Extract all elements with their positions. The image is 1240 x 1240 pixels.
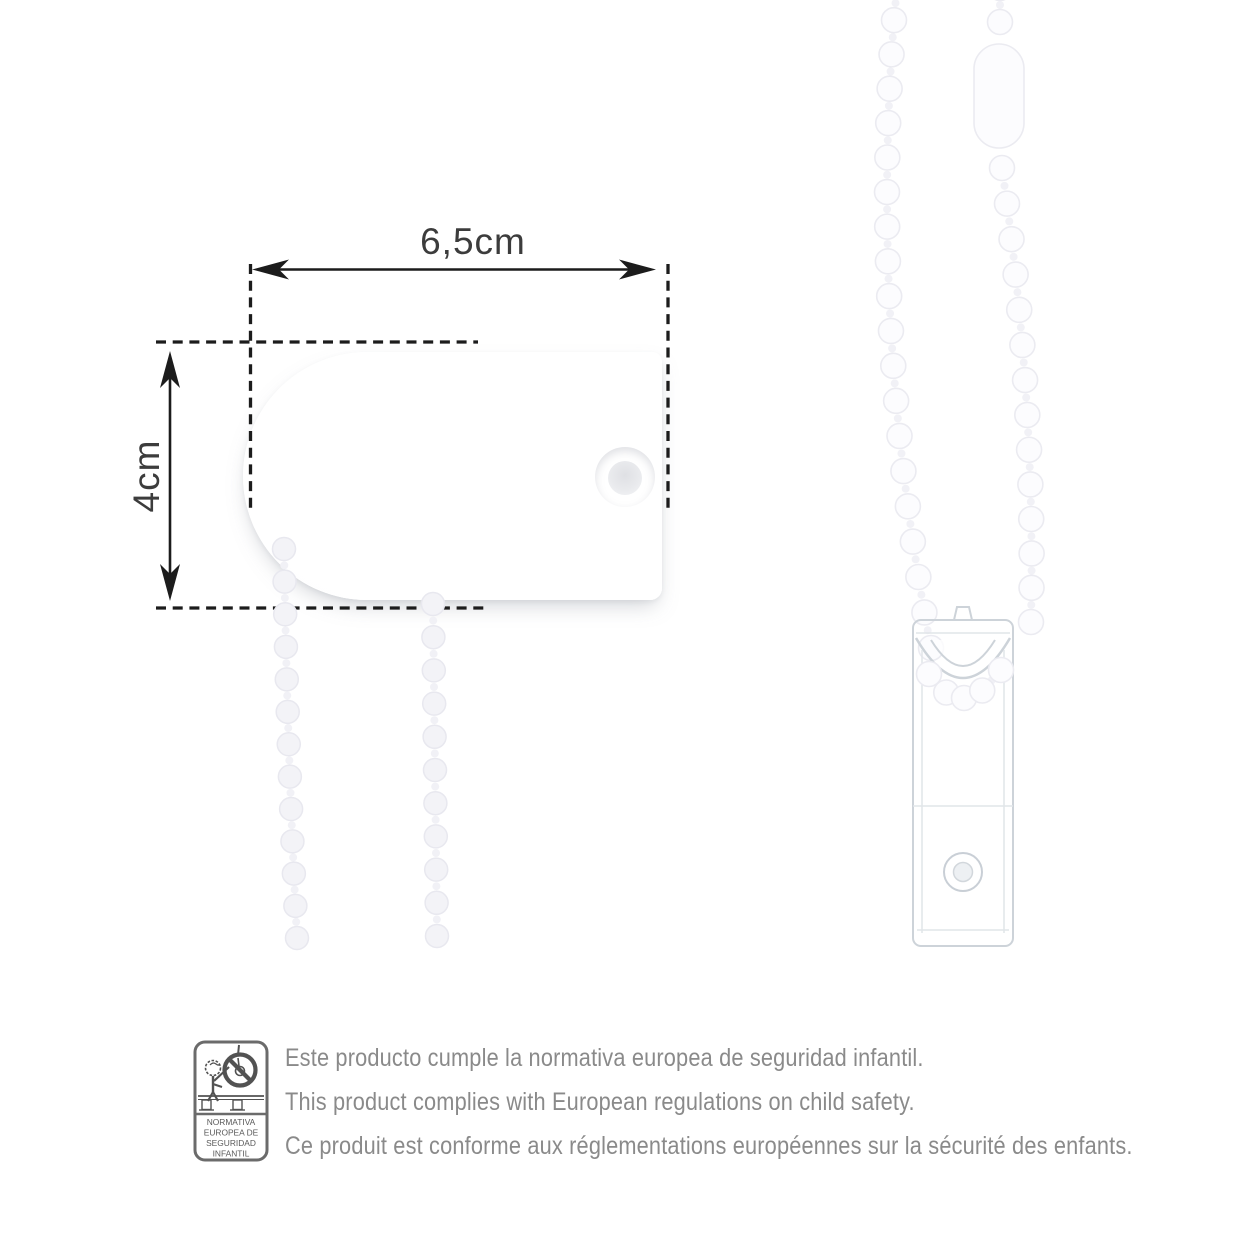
width-dimension-label: 6,5cm [420, 221, 526, 262]
compliance-statement-en: This product complies with European regulations on child safety. [285, 1088, 915, 1116]
badge-text-line: NORMATIVA [206, 1117, 256, 1127]
child-safety-badge [193, 1040, 269, 1162]
chain-connector-pill [974, 44, 1024, 148]
bracket-chain-front-strand [273, 538, 309, 950]
badge-text-line: SEGURIDAD [206, 1138, 256, 1148]
badge-text-line: EUROPEA DE [203, 1127, 259, 1138]
loose-chain-right-strand [990, 156, 1045, 635]
badge-text-line: INFANTIL [212, 1148, 250, 1159]
height-dimension-label: 4cm [126, 439, 167, 513]
loose-chain-left-strand [874, 0, 943, 661]
loose-chain-right-strand-top [988, 0, 1013, 35]
bracket-chain-back-strand [422, 593, 449, 948]
compliance-statement-fr: Ce produit est conforme aux réglementations européennes sur la sécurité des enfants. [285, 1132, 1133, 1160]
compliance-statement-es: Este producto cumple la normativa europea de seguridad infantil. [285, 1044, 924, 1072]
tensioner-top-tab [954, 607, 972, 620]
